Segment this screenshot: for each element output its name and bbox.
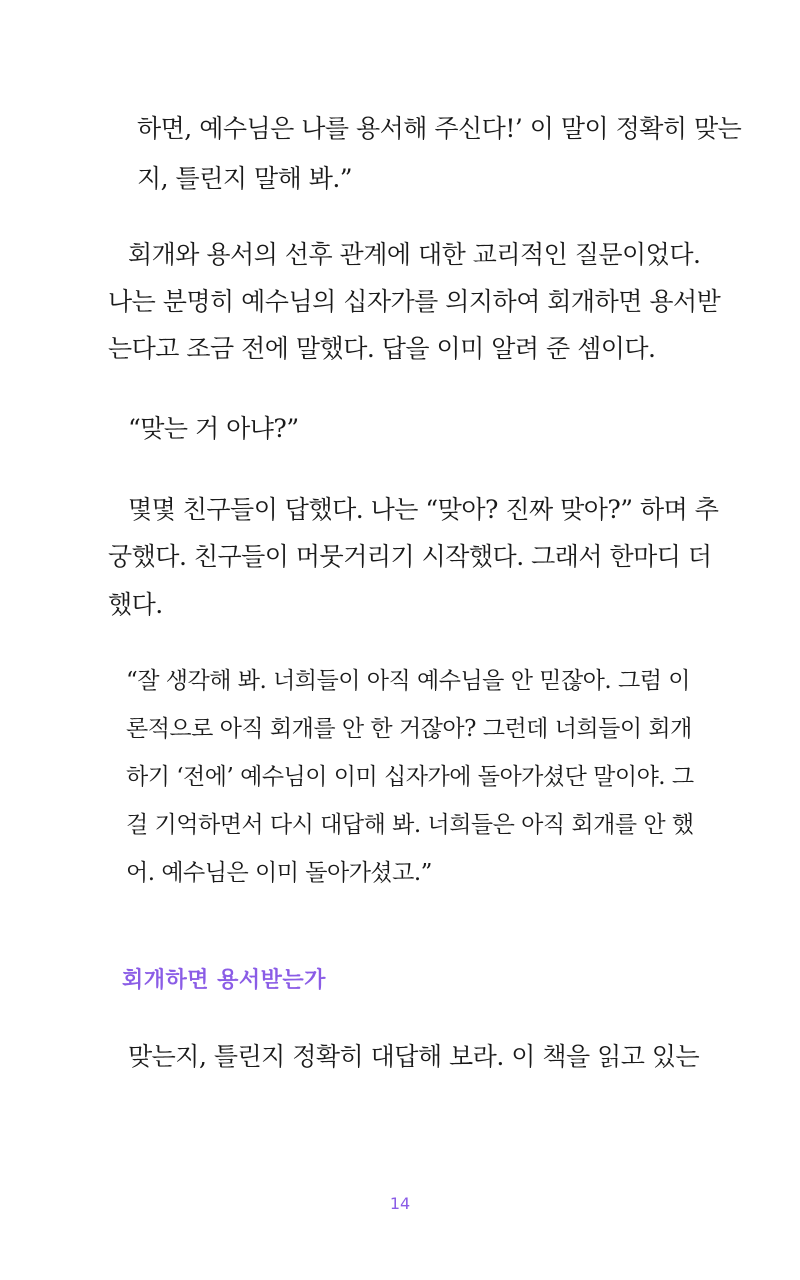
text-line: 회개와 용서의 선후 관계에 대한 교리적인 질문이었다. <box>128 240 701 269</box>
text-line: 론적으로 아직 회개를 안 한 거잖아? 그런데 너희들이 회개 <box>126 716 692 742</box>
text-line: 나는 분명히 예수님의 십자가를 의지하여 회개하면 용서받 <box>108 287 721 316</box>
text-line: 했다. <box>108 590 163 619</box>
text-line: “맞는 거 아냐?” <box>128 414 299 443</box>
page-number: 14 <box>389 1194 411 1213</box>
text-line: 몇몇 친구들이 답했다. 나는 “맞아? 진짜 맞아?” 하며 추 <box>128 495 719 524</box>
section-heading: 회개하면 용서받는가 <box>122 968 326 993</box>
text-line: 맞는지, 틀린지 정확히 대답해 보라. 이 책을 읽고 있는 <box>128 1042 700 1071</box>
text-line: 어. 예수님은 이미 돌아가셨고.” <box>126 860 432 886</box>
text-line: 하기 ‘전에’ 예수님이 이미 십자가에 돌아가셨단 말이야. 그 <box>126 764 694 790</box>
text-line: 는다고 조금 전에 말했다. 답을 이미 알려 준 셈이다. <box>108 334 656 363</box>
text-line: 지, 틀린지 말해 봐.” <box>137 164 353 193</box>
text-line: 궁했다. 친구들이 머뭇거리기 시작했다. 그래서 한마디 더 <box>108 542 712 571</box>
text-line: 걸 기억하면서 다시 대답해 봐. 너희들은 아직 회개를 안 했 <box>126 812 694 838</box>
text-line: “잘 생각해 봐. 너희들이 아직 예수님을 안 믿잖아. 그럼 이 <box>126 668 690 694</box>
text-line: 하면, 예수님은 나를 용서해 주신다!’ 이 말이 정확히 맞는 <box>137 114 742 143</box>
